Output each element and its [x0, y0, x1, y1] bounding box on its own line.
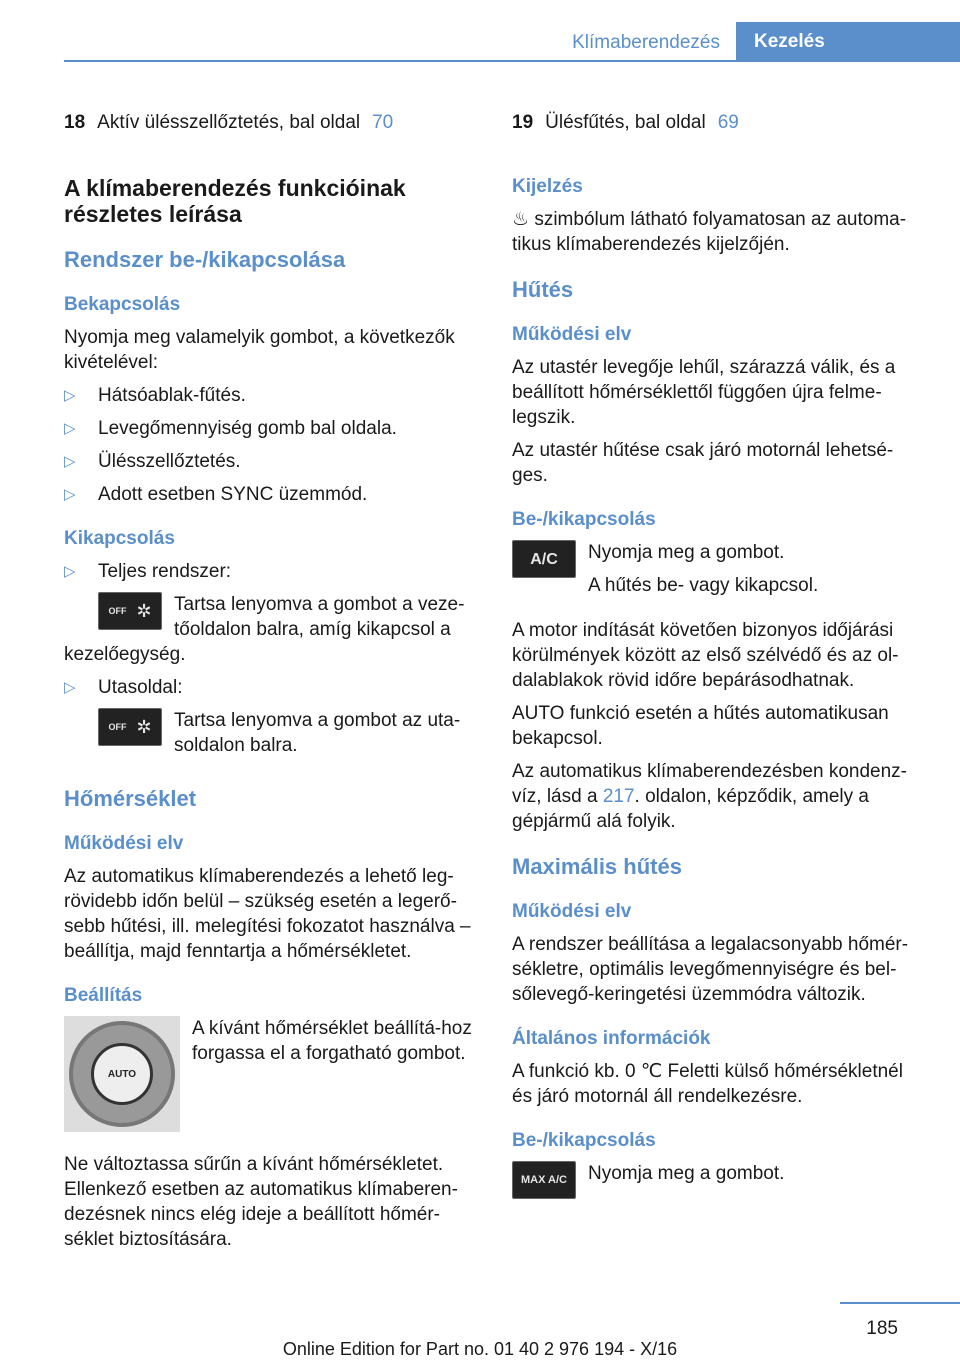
- heading-temperature: Hőmérséklet: [64, 786, 197, 811]
- setting-note: Ne változtassa sűrűn a kívánt hőmérsékletet. Ellenkező esetben az automatikus klímaberen-dezésnek nincs elég ideje a beállított hőmér-séklet biztosítására.: [64, 1154, 458, 1250]
- triangle-bullet-icon: ▷: [64, 453, 76, 470]
- heading-cool-principle: Működési elv: [512, 324, 632, 345]
- heading-max-onoff: Be-/kikapcsolás: [512, 1130, 656, 1151]
- header-chapter-tab: Kezelés: [736, 22, 960, 62]
- max-principle-text: A rendszer beállítása a legalacsonyabb hőmér-sékletre, optimális levegőmennyiségre és bel-sőlevegő-keringetési üzemmódra változik.: [512, 934, 909, 1005]
- triangle-bullet-icon: ▷: [64, 486, 76, 503]
- heat-waves-icon: ♨: [512, 209, 530, 230]
- max-ac-button-row: MAX A/C Nyomja meg a gombot.: [512, 1161, 924, 1199]
- triangle-bullet-icon: ▷: [64, 420, 76, 437]
- cool-p4: AUTO funkció esetén a hűtés automatikusan bekapcsol.: [512, 703, 889, 749]
- heading-setting: Beállítás: [64, 985, 143, 1006]
- page-reference-link[interactable]: 217: [602, 786, 635, 807]
- max-ac-button-image: MAX A/C: [512, 1161, 576, 1199]
- legend-text: Ülésfűtés, bal oldal: [545, 112, 706, 133]
- legend-text: Aktív ülésszellőztetés, bal oldal: [97, 112, 361, 133]
- auto-button-image: AUTO: [91, 1043, 153, 1105]
- temp-principle-text: Az automatikus klímaberendezés a lehető leg-rövidebb időn belül – szükség esetén a legerő-sebb hűtési, ill. melegítési fokozatot használva – beállítja, majd fenntartja a hőmérsékletet.: [64, 866, 471, 962]
- general-info-text: A funkció kb. 0 ℃ Feletti külső hőmérsékletnél és járó motornál áll rendelkezésre.: [512, 1061, 903, 1107]
- footer-rule: [840, 1302, 960, 1304]
- list-item: ▷ Adott esetben SYNC üzemmód.: [64, 484, 368, 505]
- header-section-title: Klímaberendezés: [572, 32, 720, 53]
- passenger-off-row: OFF ✲ Tartsa lenyomva a gombot az uta-soldalon balra.: [64, 708, 476, 758]
- heading-switch-off: Kikapcsolás: [64, 528, 175, 549]
- page-number: 185: [866, 1318, 898, 1339]
- legend-number: 19: [512, 112, 534, 133]
- list-item: ▷ Teljes rendszer:: [64, 561, 232, 582]
- fan-icon: ✲: [136, 600, 152, 621]
- legend-number: 18: [64, 112, 86, 133]
- triangle-bullet-icon: ▷: [64, 387, 76, 404]
- full-system-off-row: OFF ✲ Tartsa lenyomva a gombot a veze-tőoldalon balra, amíg kikapcsol a: [64, 592, 476, 642]
- right-column: [512, 110, 924, 1199]
- section-title: A klímaberendezés funkcióinak részletes leírása: [64, 175, 406, 227]
- legend-item-19: [512, 110, 924, 135]
- switch-on-intro: Nyomja meg valamelyik gombot, a következők kivételével:: [64, 327, 455, 373]
- cool-p1: Az utastér levegője lehűl, szárazzá válik, és a beállított hőmérséklettől függően újra felme-legszik.: [512, 357, 896, 428]
- heading-display: Kijelzés: [512, 176, 583, 197]
- display-text: ♨ szimbólum látható folyamatosan az automa-tikus klímaberendezés kijelzőjén.: [512, 209, 907, 255]
- heading-system-onoff: Rendszer be-/kikapcsolása: [64, 247, 346, 272]
- legend-item-18: [64, 110, 476, 135]
- heading-max-cooling: Maximális hűtés: [512, 854, 682, 879]
- ac-button-row: A/C Nyomja meg a gombot. A hűtés be- vagy kikapcsol.: [512, 540, 924, 598]
- ac-button-image: A/C: [512, 540, 576, 578]
- heading-max-principle: Működési elv: [512, 901, 632, 922]
- heading-switch-on: Bekapcsolás: [64, 294, 181, 315]
- list-item: ▷ Utasoldal:: [64, 677, 183, 698]
- setting-row: [64, 1016, 476, 1132]
- full-system-off-text-cont: kezelőegység.: [64, 644, 186, 665]
- cool-p2: Az utastér hűtése csak járó motornál lehetsé-ges.: [512, 440, 894, 486]
- list-item: ▷ Levegőmennyiség gomb bal oldala.: [64, 418, 397, 439]
- fan-off-button-image: OFF ✲: [98, 708, 162, 746]
- fan-off-button-image: OFF ✲: [98, 592, 162, 630]
- heading-cooling: Hűtés: [512, 277, 574, 302]
- triangle-bullet-icon: ▷: [64, 679, 76, 696]
- list-item: ▷ Ülésszellőztetés.: [64, 451, 241, 472]
- left-column: [64, 110, 476, 1252]
- list-item: ▷ Hátsóablak-fűtés.: [64, 385, 246, 406]
- page-reference-link[interactable]: 69: [717, 112, 739, 133]
- setting-text: A kívánt hőmérséklet beállítá-hoz forgassa el a forgatható gombot.: [192, 1018, 472, 1064]
- heading-temp-principle: Működési elv: [64, 833, 184, 854]
- heading-general-info: Általános információk: [512, 1028, 711, 1049]
- fan-icon: ✲: [136, 716, 152, 737]
- page-reference-link[interactable]: 70: [372, 112, 394, 133]
- cool-p3: A motor indítását követően bizonyos időjárási körülmények között az első szélvédő és az ol-dalablakok rövid időre bepárásodhatnak.: [512, 620, 899, 691]
- heading-cool-onoff: Be-/kikapcsolás: [512, 509, 656, 530]
- temperature-knob-image: [64, 1016, 180, 1132]
- footer-edition: Online Edition for Part no. 01 40 2 976 194 - X/16: [282, 1339, 678, 1359]
- cool-p5: Az automatikus klímaberendezésben kondenz-víz, lásd a 217. oldalon, képződik, amely a gépjármű alá folyik.: [512, 761, 908, 832]
- triangle-bullet-icon: ▷: [64, 563, 76, 580]
- header-rule: [64, 60, 960, 62]
